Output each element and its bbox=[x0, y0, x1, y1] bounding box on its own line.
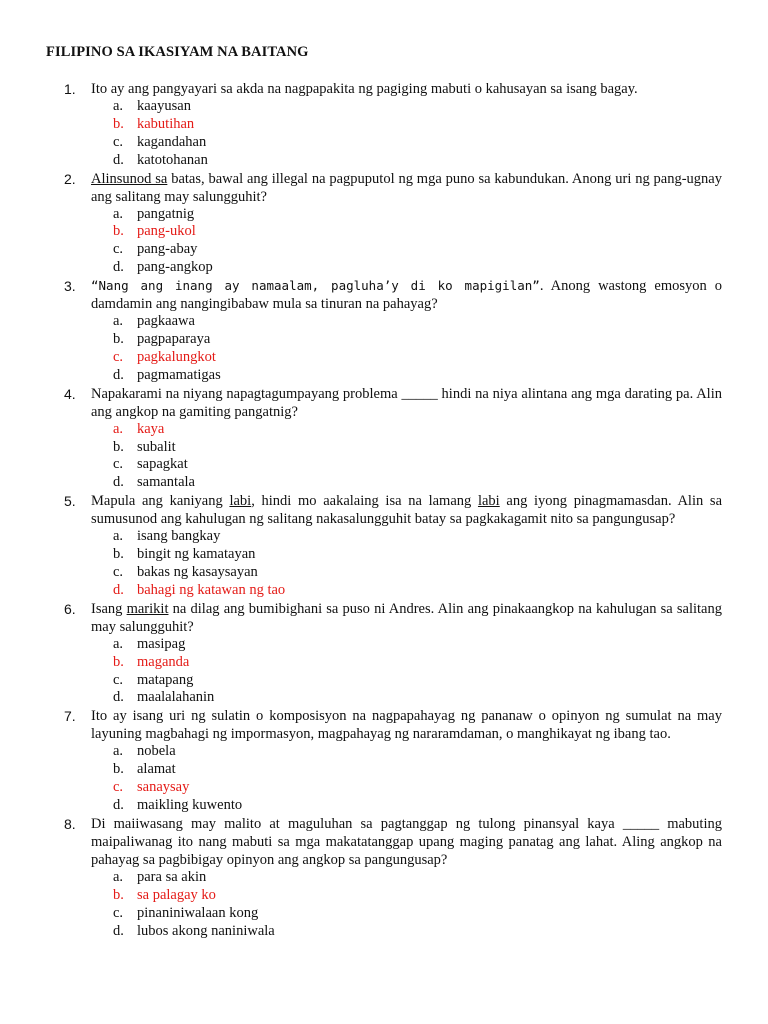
choice-c: c. pinaniniwalaan kong bbox=[113, 904, 259, 921]
choice-c-correct: c. sanaysay bbox=[113, 779, 190, 796]
underlined-word: labi bbox=[229, 493, 252, 510]
choice-c: c. pang-abay bbox=[113, 241, 198, 258]
choice-a: a. masipag bbox=[113, 635, 186, 652]
choice-a: a. nobela bbox=[113, 743, 176, 760]
question-text: Di maiiwasang may malito at maguluhan sa pagtanggap ng tulong pinansyal kaya _____ mabuting maipaliwanag ito nang mabuti sa mga makatatanggap upang maging panatag ang lahat. Aling angkop na pahayag sa pagbibigay opinyon ang angkop sa pangungusap? bbox=[91, 815, 722, 868]
choice-b: b. subalit bbox=[113, 438, 176, 455]
underlined-word: labi bbox=[477, 493, 500, 510]
choice-a-correct: a. kaya bbox=[113, 420, 165, 437]
choice-d: d. katotohanan bbox=[113, 151, 208, 168]
question-text: Alinsunod sa batas, bawal ang illegal na pagpuputol ng mga puno sa kabundukan. Anong uri ng pang-ugnay ang salitang may salungguhit? bbox=[91, 170, 722, 205]
choice-a: a. para sa akin bbox=[113, 868, 207, 885]
choice-d: d. maikling kuwento bbox=[113, 797, 243, 814]
question-5 bbox=[0, 492, 768, 600]
underlined-word: Alinsunod sa bbox=[91, 170, 168, 187]
question-text: Napakarami na niyang napagtagumpayang problema _____ hindi na niya alintana ang mga darating pa. Alin ang angkop na gamiting pangatnig? bbox=[91, 385, 722, 420]
choice-c-correct: c. pagkalungkot bbox=[113, 348, 216, 365]
question-number: 6. bbox=[64, 600, 76, 617]
choice-list bbox=[0, 98, 768, 170]
question-7 bbox=[0, 707, 768, 815]
choice-c: c. bakas ng kasaysayan bbox=[113, 564, 258, 581]
question-text: Isang marikit na dilag ang bumibighani sa puso ni Andres. Alin ang pinakaangkop na kahulugan sa salitang may salungguhit? bbox=[91, 600, 722, 635]
underlined-word: marikit bbox=[126, 600, 169, 617]
choice-list bbox=[0, 528, 768, 600]
choice-d-correct: d. bahagi ng katawan ng tao bbox=[113, 581, 286, 598]
choice-c: c. sapagkat bbox=[113, 456, 188, 473]
choice-a: a. pagkaawa bbox=[113, 313, 195, 330]
choice-b: b. bingit ng kamatayan bbox=[113, 546, 256, 563]
choice-c: c. kagandahan bbox=[113, 133, 207, 150]
question-1 bbox=[0, 80, 768, 170]
choice-a: a. isang bangkay bbox=[113, 528, 221, 545]
quoted-line: “Nang ang inang ay namaalam, pagluha’y di ko mapigilan” bbox=[91, 278, 540, 294]
question-8 bbox=[0, 815, 768, 941]
question-2 bbox=[0, 170, 768, 278]
question-text: Mapula ang kaniyang labi, hindi mo aakalaing isa na lamang labi ang iyong pinagmamasdan. Alin sa sumusunod ang kahulugan ng salitang nakasalungguhit batay sa pagkakagamit nito sa pangungusap? bbox=[91, 493, 723, 528]
document-title: FILIPINO SA IKASIYAM NA BAITANG bbox=[46, 44, 309, 60]
question-3 bbox=[0, 277, 768, 385]
question-number: 2. bbox=[64, 170, 76, 187]
question-text: Ito ay ang pangyayari sa akda na nagpapakita ng pagiging mabuti o kahusayan sa isang bagay. bbox=[91, 81, 638, 97]
question-6 bbox=[0, 600, 768, 708]
choice-d: d. samantala bbox=[113, 474, 195, 491]
choice-list bbox=[0, 869, 768, 941]
choice-b: b. pagpaparaya bbox=[113, 331, 211, 348]
choice-list bbox=[0, 421, 768, 493]
choice-list bbox=[0, 206, 768, 278]
choice-a: a. pangatnig bbox=[113, 205, 195, 222]
choice-list bbox=[0, 313, 768, 385]
question-number: 3. bbox=[64, 278, 76, 295]
choice-b-correct: b. pang-ukol bbox=[113, 223, 196, 240]
question-4 bbox=[0, 385, 768, 493]
choice-a: a. kaayusan bbox=[113, 98, 191, 114]
question-number: 4. bbox=[64, 385, 76, 402]
question-number: 1. bbox=[64, 81, 76, 97]
choice-list bbox=[0, 636, 768, 708]
choice-d: d. pagmamatigas bbox=[113, 366, 221, 383]
choice-d: d. maalalahanin bbox=[113, 689, 215, 706]
choice-b-correct: b. sa palagay ko bbox=[113, 886, 216, 903]
question-text: Ito ay isang uri ng sulatin o komposisyon na nagpapahayag ng pananaw o opinyon ng sumulat na may layuning magbahagi ng impormasyon, magpahayag ng nararamdaman, o manghikayat ng ibang tao. bbox=[91, 708, 722, 743]
choice-d: d. pang-angkop bbox=[113, 259, 213, 276]
choice-b: b. alamat bbox=[113, 761, 176, 778]
choice-list bbox=[0, 743, 768, 815]
question-list bbox=[0, 80, 768, 941]
question-number: 8. bbox=[64, 815, 76, 832]
question-number: 5. bbox=[64, 493, 76, 510]
question-number: 7. bbox=[64, 708, 76, 725]
choice-b-correct: b. kabutihan bbox=[113, 115, 195, 132]
choice-b-correct: b. maganda bbox=[113, 653, 190, 670]
choice-d: d. lubos akong naniniwala bbox=[113, 922, 275, 939]
question-text: “Nang ang inang ay namaalam, pagluha’y di ko mapigilan”. Anong wastong emosyon o damdamin ang nangingibabaw mula sa tinuran na pahayag? bbox=[91, 278, 722, 313]
choice-c: c. matapang bbox=[113, 671, 194, 688]
